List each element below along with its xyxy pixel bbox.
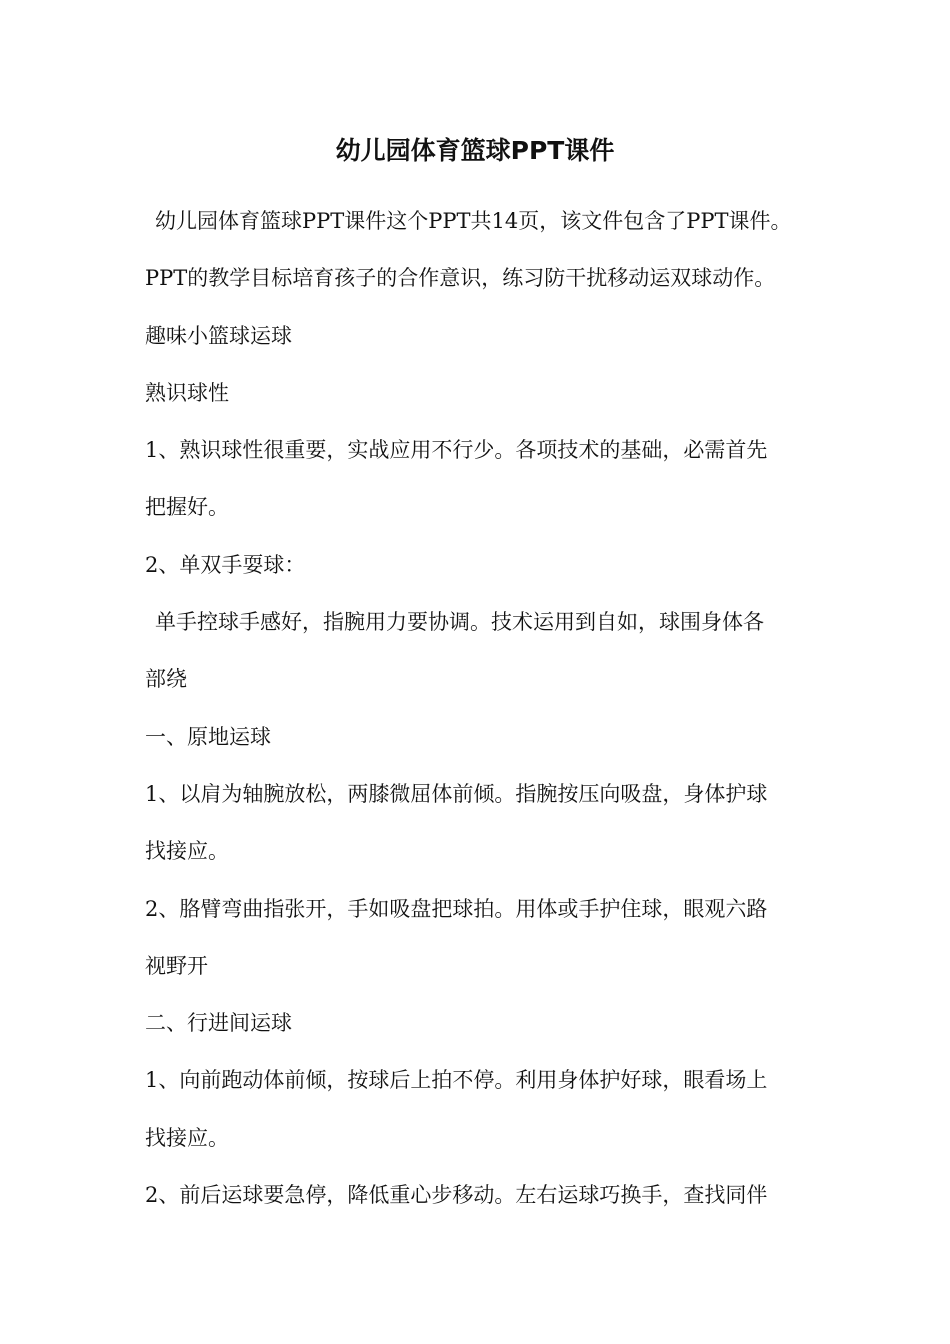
paragraph-line: 2、胳臂弯曲指张开，手如吸盘把球拍。用体或手护住球，眼观六路: [145, 896, 768, 921]
paragraph-line: 找接应。: [145, 1125, 229, 1150]
paragraph-line: 2、前后运球要急停，降低重心步移动。左右运球巧换手，查找同伴: [145, 1183, 768, 1208]
paragraph-line: 1、熟识球性很重要，实战应用不行少。各项技术的基础，必需首先: [145, 438, 768, 463]
paragraph-line: 找接应。: [145, 839, 229, 864]
section-heading: 趣味小篮球运球: [145, 323, 292, 348]
document-title: 幼儿园体育篮球PPT课件: [335, 136, 615, 165]
paragraph-line: 1、向前跑动体前倾，按球后上拍不停。利用身体护好球，眼看场上: [145, 1068, 768, 1093]
paragraph-line: 2、单双手耍球：: [145, 552, 306, 577]
section-heading: 熟识球性: [145, 380, 229, 405]
document-body: [145, 193, 825, 1224]
section-heading: 二、行进间运球: [145, 1011, 292, 1036]
paragraph-line: PPT的教学目标培育孩子的合作意识，练习防干扰移动运双球动作。: [145, 266, 776, 291]
paragraph-line: 部绕: [145, 667, 187, 692]
paragraph-line: 幼儿园体育篮球PPT课件这个PPT共14页，该文件包含了PPT课件。: [155, 209, 792, 233]
paragraph-line: 1、以肩为轴腕放松，两膝微屈体前倾。指腕按压向吸盘，身体护球: [145, 781, 768, 806]
paragraph-line: 把握好。: [145, 495, 229, 520]
paragraph-line: 单手控球手感好，指腕用力要协调。技术运用到自如，球围身体各: [155, 610, 764, 635]
paragraph-line: 视野开: [145, 953, 208, 978]
section-heading: 一、原地运球: [145, 724, 271, 749]
